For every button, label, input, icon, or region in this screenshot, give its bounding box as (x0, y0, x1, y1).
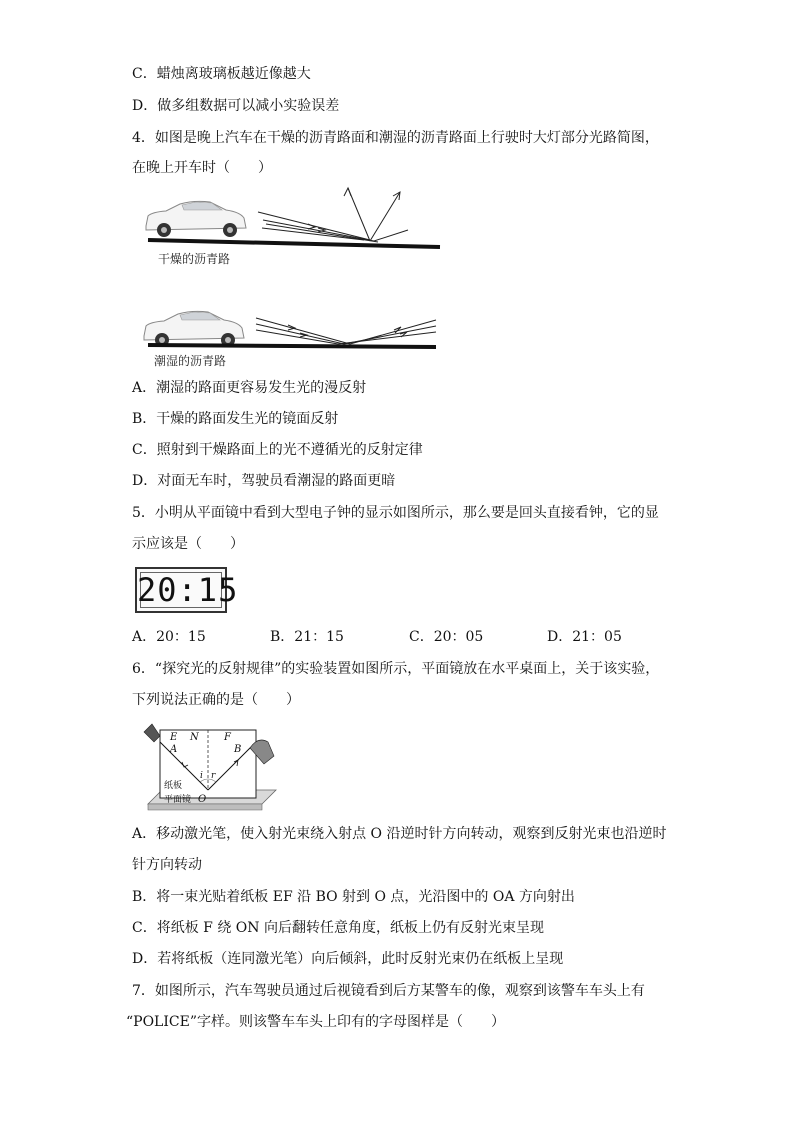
label-B: B (234, 744, 242, 755)
q7-stem-line2: “POLICE”字样。则该警车车头上印有的字母图样是（ ） (126, 1014, 505, 1030)
dry-road-figure (138, 184, 448, 254)
label-O: O (198, 794, 207, 805)
label-plane-mirror: 平面镜 (164, 795, 192, 805)
q6-stem-line1: 6．“探究光的反射规律”的实验装置如图所示，平面镜放在水平桌面上，关于该实验， (132, 661, 660, 677)
laser-pen-icon (144, 724, 160, 742)
wet-reflected-rays (338, 320, 436, 344)
q6-option-b: B．将一束光贴着纸板 EF 沿 BO 射到 O 点，光沿图中的 OA 方向射出 (132, 889, 575, 905)
car-icon (144, 311, 244, 347)
reflection-apparatus-figure (138, 722, 278, 814)
wet-road-surface (148, 345, 436, 347)
label-F: F (224, 732, 231, 743)
q4-option-c: C．照射到干燥路面上的光不遵循光的反射定律 (132, 442, 423, 458)
label-N: N (190, 732, 199, 743)
q7-stem-line1: 7．如图所示，汽车驾驶员通过后视镜看到后方某警车的像，观察到该警车车头上有 (132, 983, 645, 999)
q6-stem-line2: 下列说法正确的是（ ） (132, 692, 300, 708)
label-A: A (170, 744, 178, 755)
label-r: r (211, 771, 216, 781)
label-paper-board: 纸板 (164, 781, 183, 791)
wet-incident-rays (256, 318, 350, 344)
wet-road-figure (138, 300, 448, 356)
digital-clock (135, 567, 239, 613)
car-icon (146, 201, 246, 237)
label-i: i (200, 771, 203, 781)
q6-option-c: C．将纸板 F 绕 ON 向后翻转任意角度，纸板上仍有反射光束呈现 (132, 920, 544, 936)
label-E: E (170, 732, 178, 743)
q5-stem-line2: 示应该是（ ） (132, 536, 244, 552)
q5-option-b: B．21：15 (270, 629, 344, 645)
q5-option-d: D．21：05 (547, 629, 622, 645)
q5-option-c: C．20：05 (409, 629, 484, 645)
q6-option-a-line2: 针方向转动 (132, 857, 202, 873)
dry-road-surface (148, 240, 440, 247)
wet-road-caption: 潮湿的沥青路 (154, 354, 227, 368)
q4-stem-line2: 在晚上开车时（ ） (132, 160, 272, 176)
q5-stem-line1: 5．小明从平面镜中看到大型电子钟的显示如图所示，那么要是回头直接看钟，它的显 (132, 505, 659, 521)
q3-option-d: D．做多组数据可以减小实验误差 (132, 98, 340, 114)
q5-option-a: A．20：15 (132, 629, 206, 645)
q4-option-b: B．干燥的路面发生光的镜面反射 (132, 411, 339, 427)
q6-option-a-line1: A．移动激光笔，使入射光束绕入射点 O 沿逆时针方向转动，观察到反射光束也沿逆时 (132, 826, 667, 842)
dry-reflected-rays (344, 188, 408, 241)
clock-display: 20:15 (137, 571, 239, 609)
q3-option-c: C．蜡烛离玻璃板越近像越大 (132, 66, 311, 82)
q6-option-d: D．若将纸板（连同激光笔）向后倾斜，此时反射光束仍在纸板上呈现 (132, 951, 564, 967)
dry-road-caption: 干燥的沥青路 (158, 252, 231, 266)
q4-option-a: A．潮湿的路面更容易发生光的漫反射 (132, 380, 367, 396)
q4-option-d: D．对面无车时，驾驶员看潮湿的路面更暗 (132, 473, 396, 489)
q4-stem-line1: 4．如图是晚上汽车在干燥的沥青路面和潮湿的沥青路面上行驶时大灯部分光路简图， (132, 130, 659, 146)
